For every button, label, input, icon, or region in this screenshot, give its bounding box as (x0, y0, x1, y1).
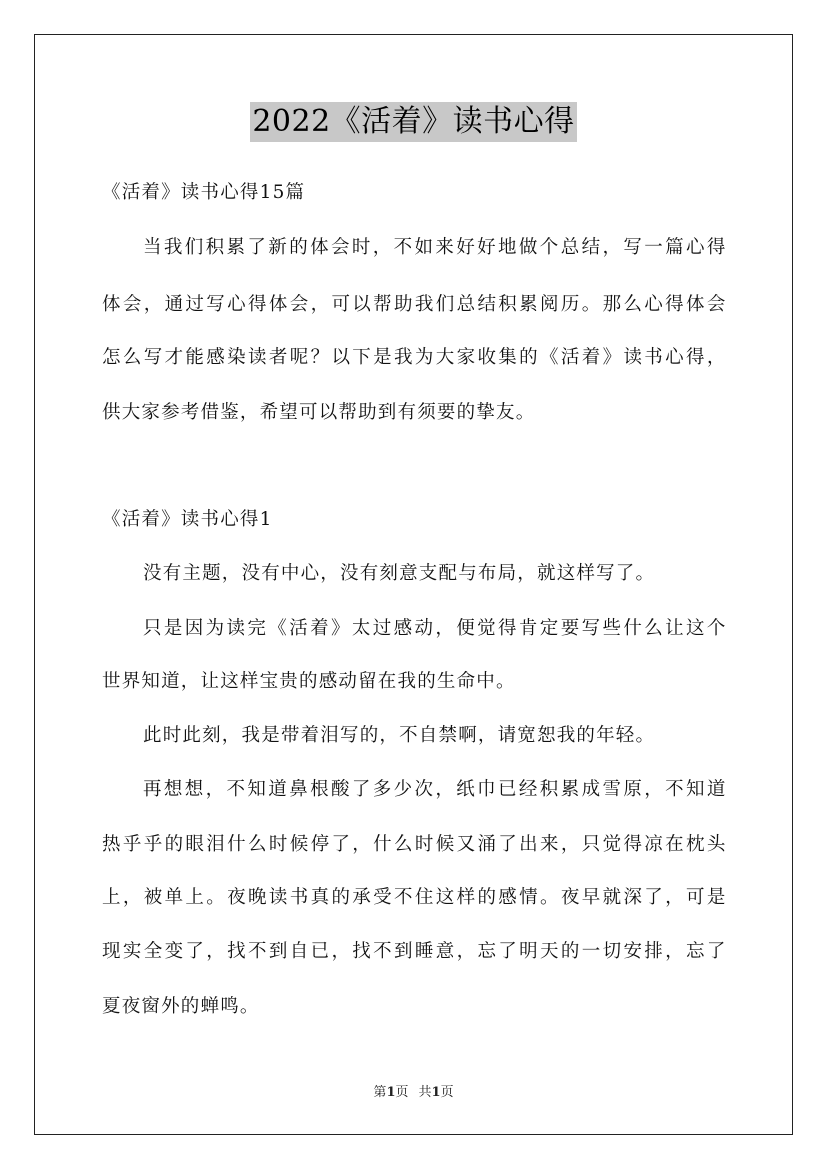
section-heading: 《活着》读书心得1 (102, 509, 273, 530)
subtitle: 《活着》读书心得15篇 (102, 182, 306, 203)
intro-line-1: 当我们积累了新的体会时，不如来好好地做个总结，写一篇心得 (143, 237, 726, 258)
intro-line-3: 怎么写才能感染读者呢？以下是我为大家收集的《活着》读书心得， (102, 347, 726, 368)
page-footer (0, 1084, 827, 1102)
body-line-9: 夏夜窗外的蝉鸣。 (102, 996, 260, 1017)
body-line-8: 现实全变了，找不到自已，找不到睡意，忘了明天的一切安排，忘了 (102, 941, 726, 962)
body-line-3: 世界知道，让这样宝贵的感动留在我的生命中。 (102, 671, 516, 692)
body-line-1: 没有主题，没有中心，没有刻意支配与布局，就这样写了。 (143, 563, 656, 584)
body-line-4: 此时此刻，我是带着泪写的，不自禁啊，请宽恕我的年轻。 (143, 725, 656, 746)
footer-page-prefix: 第 (373, 1085, 387, 1100)
footer-total-suffix: 页 (440, 1085, 454, 1100)
footer-page-number: 1 (386, 1085, 396, 1100)
intro-line-2: 体会，通过写心得体会，可以帮助我们总结积累阅历。那么心得体会 (102, 294, 726, 315)
title-container (0, 102, 827, 142)
body-line-5: 再想想，不知道鼻根酸了多少次，纸巾已经积累成雪原，不知道 (143, 779, 726, 800)
footer-page-suffix: 页 (395, 1085, 409, 1100)
body-line-2: 只是因为读完《活着》太过感动，便觉得肯定要写些什么让这个 (143, 618, 726, 639)
intro-line-4: 供大家参考借鉴，希望可以帮助到有须要的挚友。 (102, 402, 536, 423)
body-line-7: 上，被单上。夜晚读书真的承受不住这样的感情。夜早就深了，可是 (102, 887, 726, 908)
document-title: 2022《活着》读书心得 (250, 102, 576, 142)
footer-total-prefix: 共 (418, 1085, 432, 1100)
body-line-6: 热乎乎的眼泪什么时候停了，什么时候又涌了出来，只觉得凉在枕头 (102, 834, 726, 855)
footer-total-number: 1 (431, 1085, 441, 1100)
